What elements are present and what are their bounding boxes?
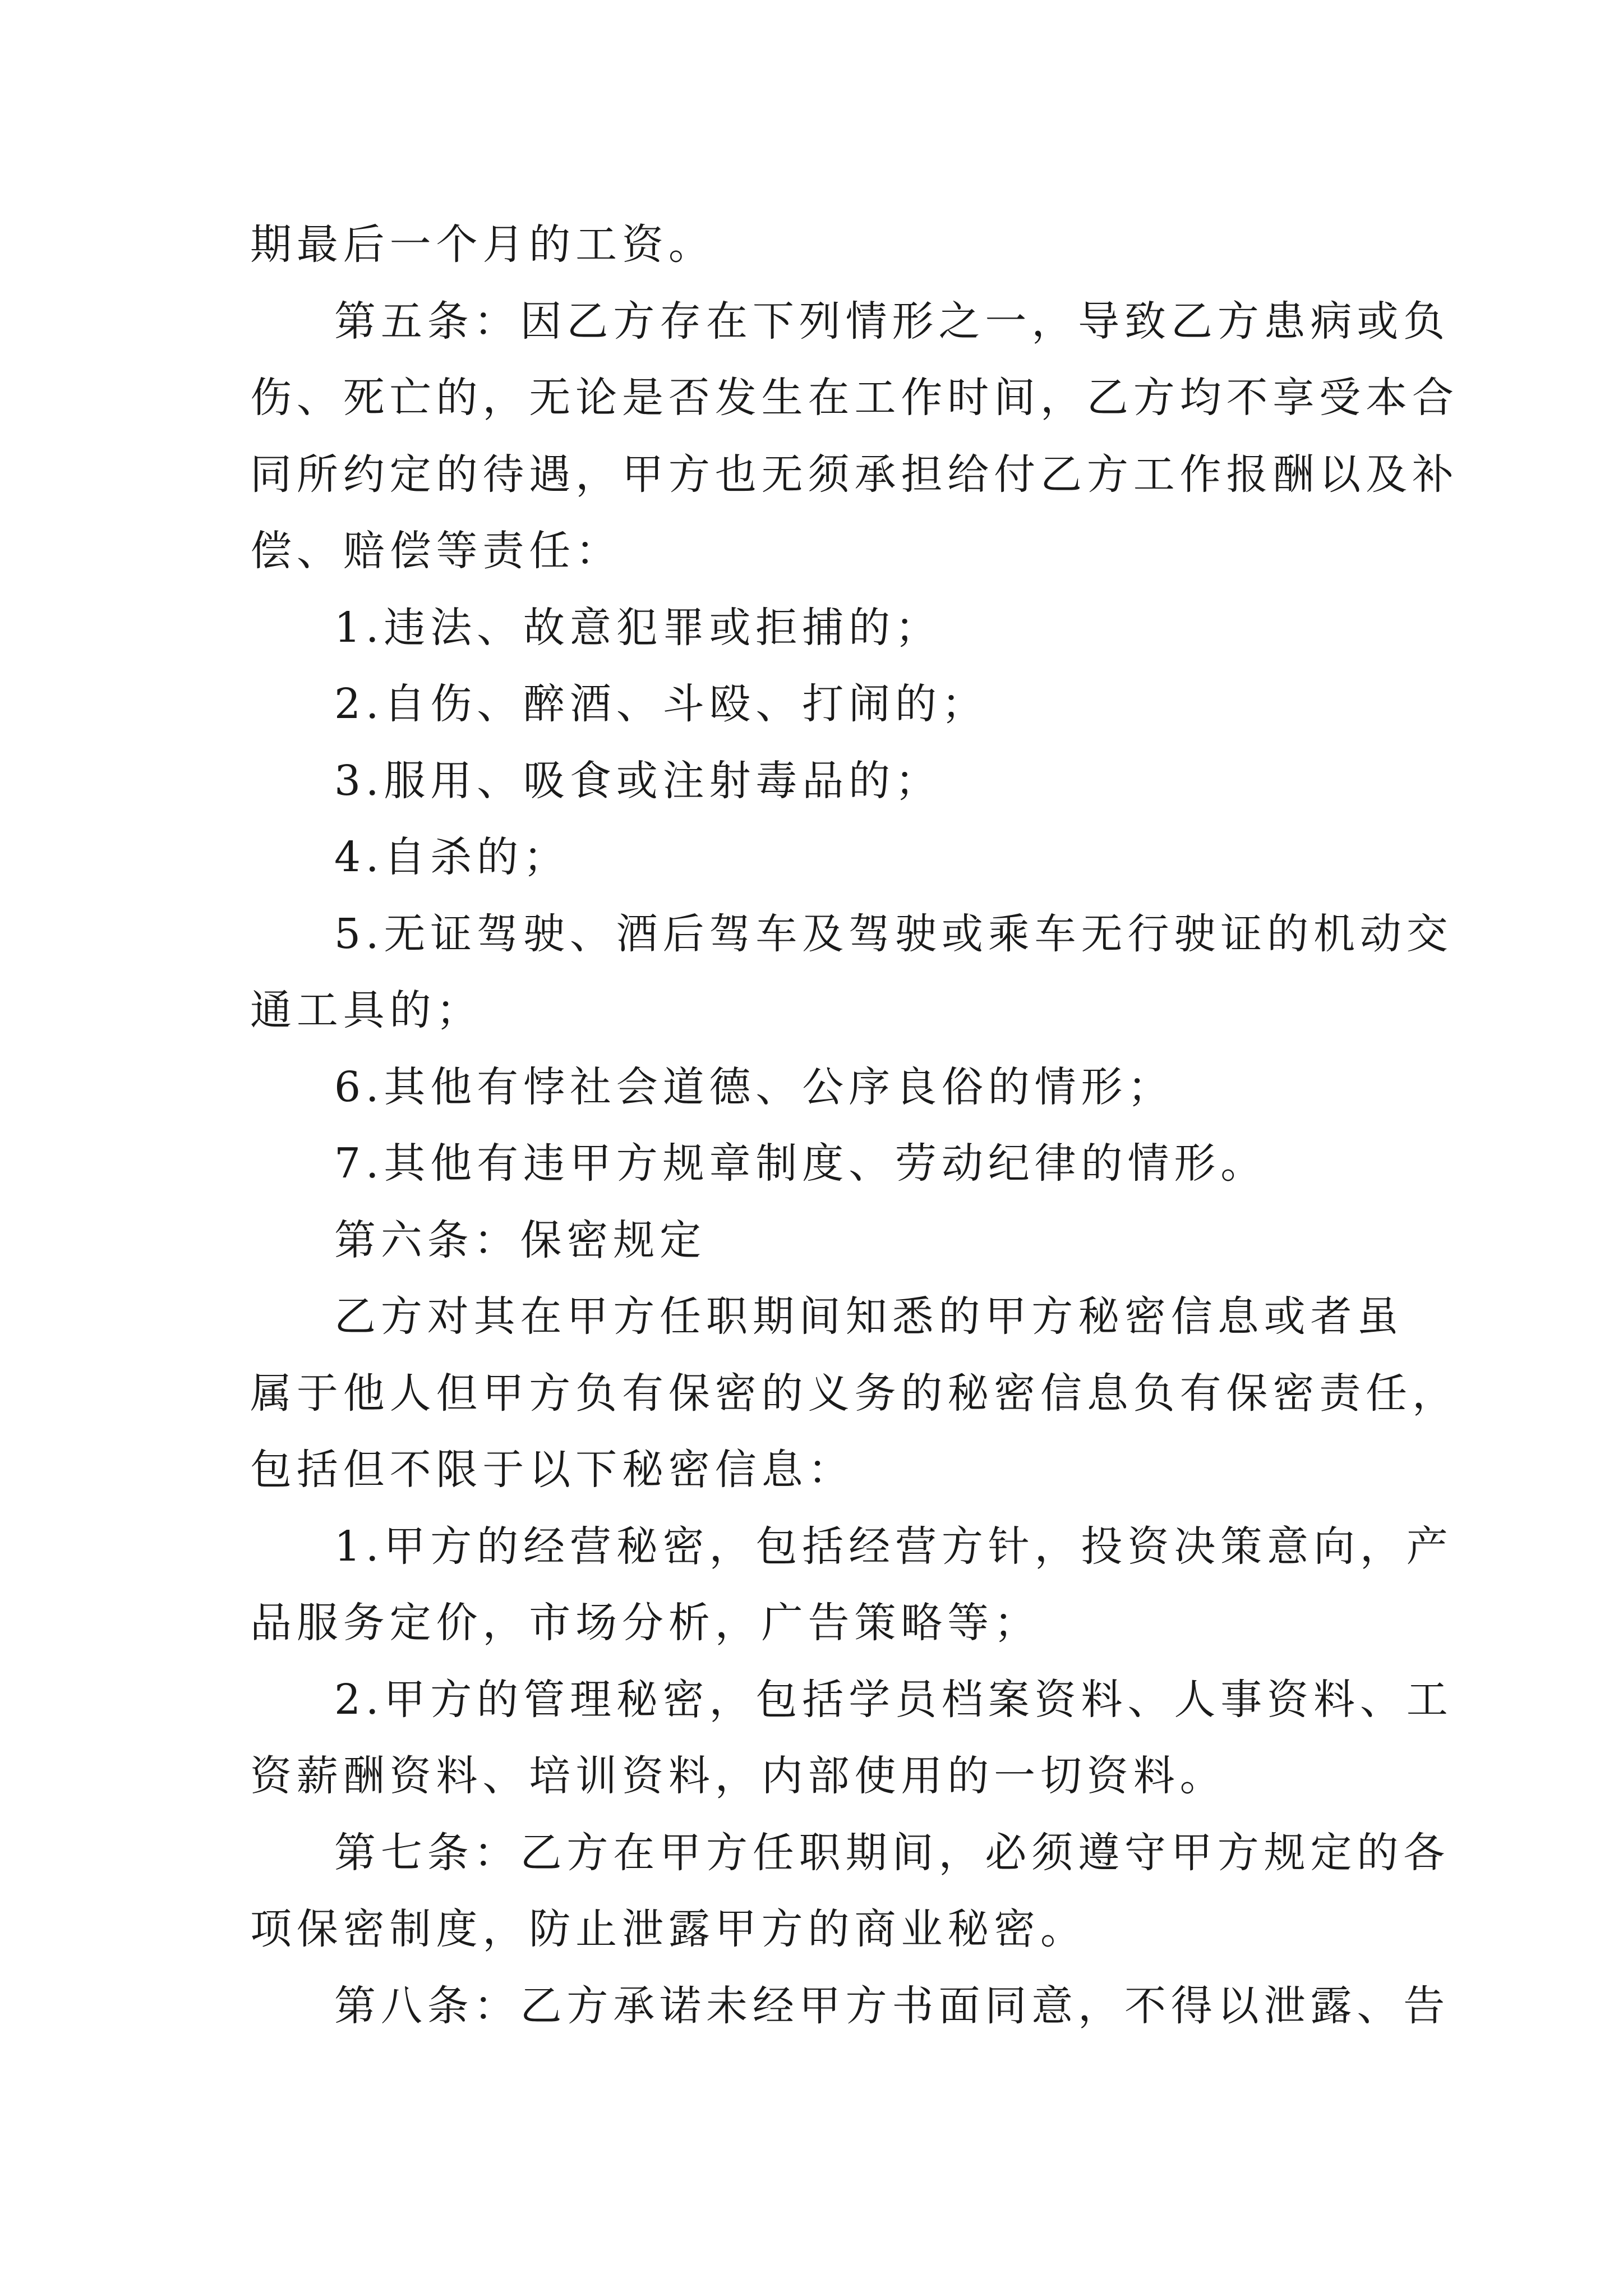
text-line: 乙方对其在甲方任职期间知悉的甲方秘密信息或者虽 [334, 1292, 1404, 1341]
text-line: 资薪酬资料、培训资料，内部使用的一切资料。 [250, 1752, 1227, 1800]
text-line: 品服务定价，市场分析，广告策略等； [250, 1599, 1040, 1647]
text-line: 期最后一个月的工资。 [250, 220, 715, 269]
text-line: 5.无证驾驶、酒后驾车及驾驶或乘车无行驶证的机动交 [334, 909, 1453, 958]
text-line: 第六条：保密规定 [334, 1216, 707, 1264]
text-line: 2.甲方的管理秘密，包括学员档案资料、人事资料、工 [334, 1675, 1453, 1724]
text-line: 3.服用、吸食或注射毒品的； [334, 756, 942, 805]
text-line: 1.甲方的经营秘密，包括经营方针，投资决策意向，产 [334, 1522, 1453, 1571]
text-line: 第七条：乙方在甲方任职期间，必须遵守甲方规定的各 [334, 1828, 1450, 1877]
text-line: 项保密制度，防止泄露甲方的商业秘密。 [250, 1905, 1087, 1953]
text-line: 7.其他有违甲方规章制度、劳动纪律的情形。 [334, 1139, 1267, 1188]
text-line: 属于他人但甲方负有保密的义务的秘密信息负有保密责任， [250, 1369, 1459, 1418]
text-line: 包括但不限于以下秘密信息： [250, 1446, 855, 1494]
text-line: 伤、死亡的，无论是否发生在工作时间，乙方均不享受本合 [250, 374, 1459, 422]
text-line: 通工具的； [250, 986, 483, 1034]
text-line: 6.其他有悖社会道德、公序良俗的情形； [334, 1062, 1174, 1111]
text-line: 2.自伤、醉酒、斗殴、打闹的； [334, 680, 988, 728]
text-line: 同所约定的待遇，甲方也无须承担给付乙方工作报酬以及补 [250, 450, 1459, 499]
text-line: 第五条：因乙方存在下列情形之一，导致乙方患病或负 [334, 297, 1450, 346]
text-line: 偿、赔偿等责任： [250, 527, 623, 575]
document-body [250, 206, 1459, 2044]
text-line: 1.违法、故意犯罪或拒捕的； [334, 603, 942, 652]
text-line: 4.自杀的； [334, 833, 570, 881]
text-line: 第八条：乙方承诺未经甲方书面同意，不得以泄露、告 [334, 1981, 1450, 2030]
